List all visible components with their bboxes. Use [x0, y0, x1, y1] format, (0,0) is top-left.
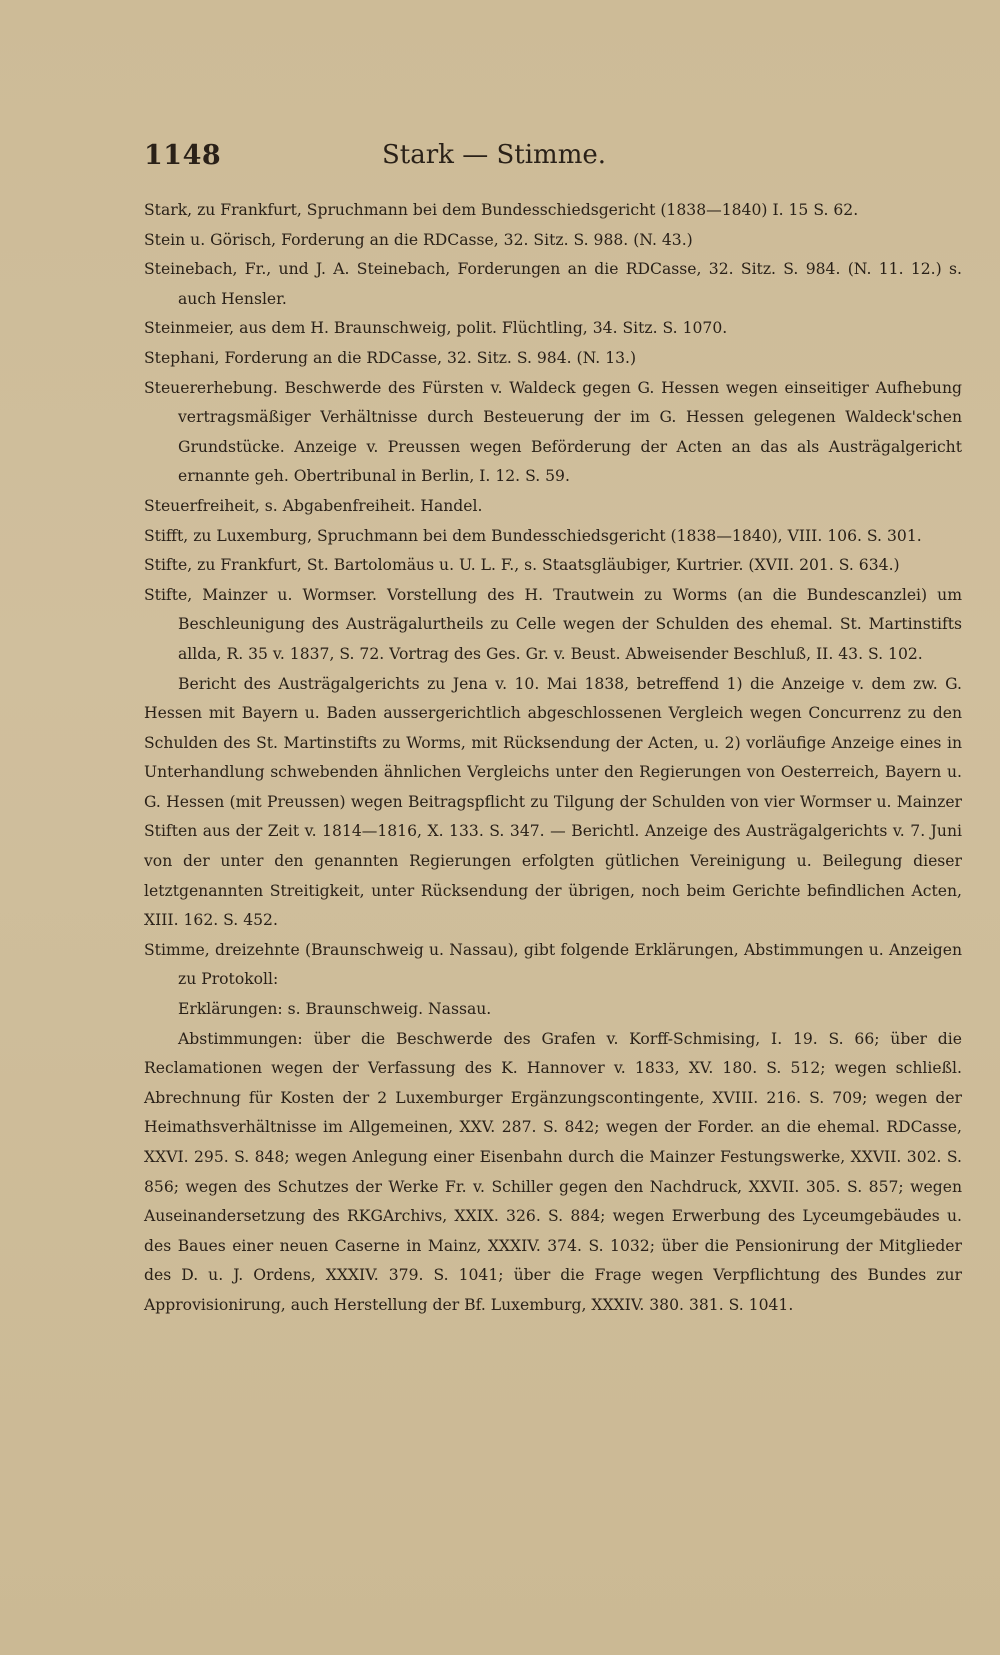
erklaerungen-line: Erklärungen: s. Braunschweig. Nassau.: [178, 1000, 492, 1019]
abstimmungen-paragraph: Abstimmungen: über die Beschwerde des Grafen v. Korff-Schmising, I. 19. S. 66; über die Reclamationen wegen der Verfassung des K. Hannover v. 1833, XV. 180. S. 512; wegen schließl. Abrechnung für Kosten der 2 Luxemburger Ergänzungscontingente, XVIII. 216. S. 709; wegen der Heimathsverhältnisse im Allgemeinen, XXV. 287. S. 842; wegen der Forder. an die ehemal. RDCasse, XXVI. 295. S. 848; wegen Anlegung einer Eisenbahn durch die Mainzer Festungswerke, XXVII. 302. S. 856; wegen des Schutzes der Werke Fr. v. Schiller gegen den Nachdruck, XXVII. 305. S. 857; wegen Auseinandersetzung des RKGArchivs, XXIX. 326. S. 884; wegen Erwerbung des Lyceumgebäudes u. des Baues einer neuen Caserne in Mainz, XXXIV. 374. S. 1032; über die Pensionirung der Mitglieder des D. u. J. Ordens, XXXIV. 379. S. 1041; über die Frage wegen Verpflichtung des Bundes zur Approvisionirung, auch Herstellung der Bf. Luxemburg, XXXIV. 380. 381. S. 1041.: [144, 1029, 962, 1314]
index-entry: Steuerfreiheit, s. Abgabenfreiheit. Handel.: [144, 496, 483, 515]
index-content: [144, 196, 962, 1321]
bericht-paragraph: Bericht des Austrägalgerichts zu Jena v. 10. Mai 1838, betreffend 1) die Anzeige v. dem zw. G. Hessen mit Bayern u. Baden aussergerichtlich abgeschlossenen Vergleich wegen Concurrenz zu den Schulden des St. Martinstifts zu Worms, mit Rücksendung der Acten, u. 2) vorläufige Anzeige eines in Unterhandlung schwebenden ähnlichen Vergleichs unter den Regierungen von Oesterreich, Bayern u. G. Hessen (mit Preussen) wegen Beitragspflicht zu Tilgung der Schulden von vier Wormser u. Mainzer Stiften aus der Zeit v. 1814—1816, X. 133. S. 347. — Berichtl. Anzeige des Austrägalgerichts v. 7. Juni von der unter den genannten Regierungen erfolgten gütlichen Vereinigung u. Beilegung dieser letztgenannten Streitigkeit, unter Rücksendung der übrigen, noch beim Gerichte befindlichen Acten, XIII. 162. S. 452.: [144, 674, 962, 930]
index-entry: Steinmeier, aus dem H. Braunschweig, polit. Flüchtling, 34. Sitz. S. 1070.: [144, 319, 728, 338]
page-number: 1148: [144, 140, 222, 171]
running-head: Stark — Stimme.: [381, 140, 606, 170]
page-header: [144, 140, 844, 180]
index-entry: Stifte, zu Frankfurt, St. Bartolomäus u. U. L. F., s. Staatsgläubiger, Kurtrier. (XVII. 201. S. 634.): [144, 556, 900, 575]
index-entry: Stephani, Forderung an die RDCasse, 32. Sitz. S. 984. (N. 13.): [144, 348, 637, 367]
index-entry-stimme: Stimme, dreizehnte (Braunschweig u. Nassau), gibt folgende Erklärungen, Abstimmungen u. Anzeigen zu Protokoll:: [144, 940, 962, 989]
index-entry: Stein u. Görisch, Forderung an die RDCasse, 32. Sitz. S. 988. (N. 43.): [144, 230, 693, 249]
index-entry: Stark, zu Frankfurt, Spruchmann bei dem Bundesschiedsgericht (1838—1840) I. 15 S. 62.: [144, 201, 859, 219]
index-entry: Steinebach, Fr., und J. A. Steinebach, Forderungen an die RDCasse, 32. Sitz. S. 984. (N. 11. 12.) s. auch Hensler.: [144, 260, 962, 308]
index-entry: Steuererhebung. Beschwerde des Fürsten v. Waldeck gegen G. Hessen wegen einseitiger Aufhebung vertragsmäßiger Verhältnisse durch Besteuerung der im G. Hessen gelegenen Waldeck'schen Grundstücke. Anzeige v. Preussen wegen Beförderung der Acten an das als Austrägalgericht ernannte geh. Obertribunal in Berlin, I. 12. S. 59.: [144, 378, 962, 486]
index-entry: Stifft, zu Luxemburg, Spruchmann bei dem Bundesschiedsgericht (1838—1840), VIII. 106. S. 301.: [144, 526, 922, 545]
index-entry: Stifte, Mainzer u. Wormser. Vorstellung des H. Trautwein zu Worms (an die Bundescanzlei) um Beschleunigung des Austrägalurtheils zu Celle wegen der Schulden des ehemal. St. Martinstifts allda, R. 35 v. 1837, S. 72. Vortrag des Ges. Gr. v. Beust. Abweisender Beschluß, II. 43. S. 102.: [144, 585, 962, 663]
